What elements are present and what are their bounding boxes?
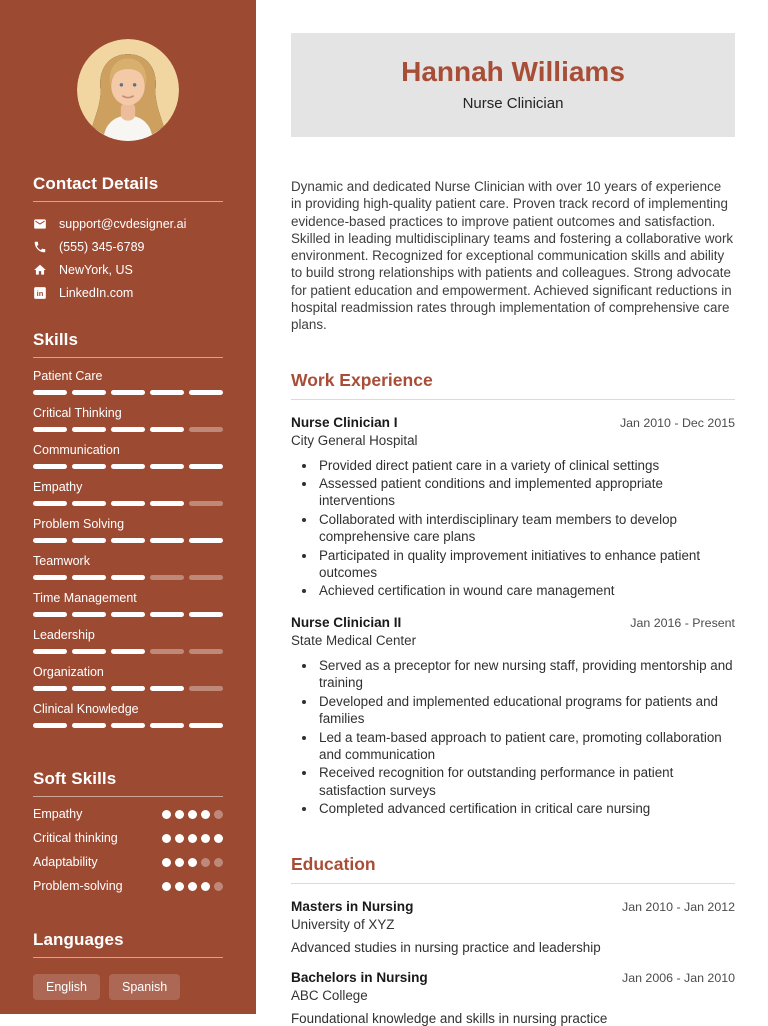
skill-label: Communication [33, 443, 120, 457]
soft-skill-dot [201, 810, 210, 819]
skill-bar-segment [111, 464, 145, 469]
education-description: Foundational knowledge and skills in nursing practice [291, 1010, 608, 1026]
languages-title: Languages [33, 930, 223, 958]
education-section [291, 854, 735, 1026]
skill-bar-segment [33, 575, 67, 580]
skill-bar-segment [33, 723, 67, 728]
skill-bar-segment [72, 649, 106, 654]
languages-section [33, 930, 223, 1000]
skill-item [33, 665, 223, 691]
soft-skill-dot [201, 882, 210, 891]
skill-item [33, 517, 223, 543]
skill-bar-segment [150, 501, 184, 506]
education-school: University of XYZ [291, 916, 395, 932]
skill-bar-segment [189, 390, 223, 395]
soft-skill-dot [175, 882, 184, 891]
skill-bar-segment [72, 575, 106, 580]
skill-bar-segment [72, 723, 106, 728]
job-entry [291, 415, 735, 600]
skill-level-bar [33, 390, 223, 395]
soft-skill-dot [175, 858, 184, 867]
job-bullet: • Participated in quality improvement initiatives to enhance patient outcomes [317, 547, 735, 582]
language-pill: Spanish [109, 974, 180, 1000]
jobs-list [291, 415, 735, 818]
job-bullet: • Assessed patient conditions and implemented appropriate interventions [317, 475, 735, 510]
skill-bar-segment [33, 464, 67, 469]
soft-skill-dots [162, 882, 223, 891]
skill-bar-segment [33, 501, 67, 506]
job-entry [291, 615, 735, 818]
soft-skills-section [33, 769, 223, 893]
skill-label: Problem Solving [33, 517, 125, 531]
skill-item [33, 702, 223, 728]
email-icon [33, 217, 47, 231]
skill-bar-segment [150, 686, 184, 691]
soft-skills-title: Soft Skills [33, 769, 223, 797]
summary-paragraph: Dynamic and dedicated Nurse Clinician with over 10 years of experience in providing high-quality patient care. Proven track record of implementing evidence-based practices to improve patient outcomes and satisfaction. Skilled in leading multidisciplinary teams and fostering a collaborative work environment. Recognized for exceptional communication skills and ability to build strong relationships with patients and colleagues. Strong advocate for patient education and empowerment. Achieved significant reductions in hospital readmission rates through implementation of comprehensive care plans. [291, 179, 734, 333]
skill-bar-segment [72, 538, 106, 543]
education-entry-head [291, 970, 735, 985]
skill-bar-segment [72, 686, 106, 691]
job-bullet: • Developed and implemented educational programs for patients and families [317, 693, 735, 728]
soft-skill-dots [162, 858, 223, 867]
job-bullet: • Completed advanced certification in critical care nursing [317, 800, 735, 817]
skill-bar-segment [150, 464, 184, 469]
skill-bar-segment [111, 501, 145, 506]
job-bullet: • Served as a preceptor for new nursing staff, providing mentorship and training [317, 657, 735, 692]
skill-bar-segment [33, 538, 67, 543]
person-job-title: Nurse Clinician [462, 95, 564, 112]
skill-bar-segment [33, 612, 67, 617]
skill-level-bar [33, 427, 223, 432]
linkedin-icon [33, 286, 47, 300]
skill-label: Clinical Knowledge [33, 702, 139, 716]
education-entry-head [291, 899, 735, 914]
skill-item [33, 480, 223, 506]
skill-bar-segment [189, 723, 223, 728]
contact-location-text: NewYork, US [59, 263, 133, 277]
soft-skill-dot [162, 858, 171, 867]
skill-bar-segment [72, 390, 106, 395]
skill-level-bar [33, 723, 223, 728]
soft-skill-dot [175, 834, 184, 843]
languages-list [33, 974, 223, 1000]
skill-level-bar [33, 464, 223, 469]
education-description: Advanced studies in nursing practice and leadership [291, 939, 601, 955]
skill-level-bar [33, 612, 223, 617]
skill-bar-segment [189, 427, 223, 432]
soft-skill-label: Problem-solving [33, 879, 123, 893]
education-list [291, 899, 735, 1026]
svg-text:in: in [36, 289, 44, 299]
skill-bar-segment [189, 538, 223, 543]
skill-label: Patient Care [33, 369, 103, 383]
skill-bar-segment [189, 501, 223, 506]
soft-skill-dot [188, 834, 197, 843]
contact-item-linkedin [33, 286, 223, 300]
soft-skill-item [33, 879, 223, 893]
job-role: Nurse Clinician II [291, 614, 402, 630]
skill-bar-segment [111, 723, 145, 728]
contact-list [33, 217, 223, 300]
skill-bar-segment [189, 612, 223, 617]
education-dates: Jan 2010 - Jan 2012 [622, 899, 735, 914]
skill-level-bar [33, 649, 223, 654]
soft-skill-dot [214, 882, 223, 891]
education-degree: Masters in Nursing [291, 898, 414, 914]
skills-list [33, 369, 223, 728]
skill-bar-segment [189, 575, 223, 580]
person-name: Hannah Williams [401, 56, 625, 87]
contact-item-phone [33, 240, 223, 254]
skill-level-bar [33, 575, 223, 580]
skill-bar-segment [33, 649, 67, 654]
contact-email-text: support@cvdesigner.ai [59, 217, 187, 231]
soft-skill-dots [162, 810, 223, 819]
contact-item-email [33, 217, 223, 231]
education-entry [291, 970, 735, 1026]
main-column [256, 0, 768, 1026]
skill-bar-segment [111, 612, 145, 617]
skill-bar-segment [189, 649, 223, 654]
job-dates: Jan 2016 - Present [630, 615, 735, 630]
phone-icon [33, 240, 47, 254]
skill-bar-segment [111, 427, 145, 432]
soft-skill-label: Empathy [33, 807, 83, 821]
job-bullet: • Achieved certification in wound care management [317, 582, 735, 599]
job-company: State Medical Center [291, 632, 417, 648]
work-experience-section [291, 370, 735, 818]
soft-skill-dot [188, 882, 197, 891]
skill-label: Leadership [33, 628, 95, 642]
skill-item [33, 443, 223, 469]
skill-bar-segment [150, 538, 184, 543]
job-role: Nurse Clinician I [291, 414, 398, 430]
job-dates: Jan 2010 - Dec 2015 [619, 415, 735, 430]
skill-bar-segment [33, 686, 67, 691]
job-bullets [291, 457, 735, 600]
soft-skill-dot [201, 834, 210, 843]
job-bullets [291, 657, 735, 818]
skill-bar-segment [72, 464, 106, 469]
skill-bar-segment [111, 649, 145, 654]
skill-item [33, 628, 223, 654]
skill-item [33, 369, 223, 395]
soft-skill-dot [188, 858, 197, 867]
soft-skill-label: Adaptability [33, 855, 98, 869]
header-card [291, 33, 735, 137]
job-company: City General Hospital [291, 432, 418, 448]
skill-item [33, 554, 223, 580]
soft-skills-list [33, 807, 223, 893]
soft-skill-label: Critical thinking [33, 831, 118, 845]
job-entry-head [291, 415, 735, 430]
contact-item-location [33, 263, 223, 277]
soft-skill-dots [162, 834, 223, 843]
soft-skill-item [33, 831, 223, 845]
soft-skill-dot [214, 834, 223, 843]
skills-section [33, 330, 223, 728]
education-degree: Bachelors in Nursing [291, 969, 428, 985]
contact-phone-text: (555) 345-6789 [59, 240, 145, 254]
work-experience-title: Work Experience [291, 370, 735, 400]
job-bullet: • Provided direct patient care in a variety of clinical settings [317, 457, 735, 474]
skill-level-bar [33, 501, 223, 506]
skill-bar-segment [111, 390, 145, 395]
skill-bar-segment [150, 575, 184, 580]
skills-title: Skills [33, 330, 223, 358]
soft-skill-dot [162, 810, 171, 819]
skill-bar-segment [150, 427, 184, 432]
skill-bar-segment [33, 427, 67, 432]
skill-bar-segment [189, 686, 223, 691]
education-entry [291, 899, 735, 955]
job-bullet: • Collaborated with interdisciplinary team members to develop comprehensive care plans [317, 511, 735, 546]
avatar [77, 39, 179, 141]
skill-bar-segment [150, 390, 184, 395]
soft-skill-item [33, 807, 223, 821]
soft-skill-dot [175, 810, 184, 819]
soft-skill-item [33, 855, 223, 869]
skill-bar-segment [150, 649, 184, 654]
skill-bar-segment [33, 390, 67, 395]
language-pill: English [33, 974, 100, 1000]
job-entry-head [291, 615, 735, 630]
skill-bar-segment [111, 686, 145, 691]
skill-bar-segment [111, 538, 145, 543]
sidebar [0, 0, 256, 1014]
skill-label: Time Management [33, 591, 137, 605]
skill-bar-segment [150, 723, 184, 728]
skill-label: Teamwork [33, 554, 90, 568]
education-title: Education [291, 854, 735, 884]
contact-title: Contact Details [33, 174, 223, 202]
skill-bar-segment [72, 612, 106, 617]
job-bullet: • Received recognition for outstanding performance in patient satisfaction surveys [317, 764, 735, 799]
skill-bar-segment [111, 575, 145, 580]
skill-bar-segment [150, 612, 184, 617]
skill-level-bar [33, 686, 223, 691]
skill-label: Empathy [33, 480, 83, 494]
soft-skill-dot [162, 882, 171, 891]
skill-label: Organization [33, 665, 104, 679]
profile-photo [77, 39, 179, 141]
soft-skill-dot [201, 858, 210, 867]
skill-bar-segment [72, 501, 106, 506]
skill-bar-segment [72, 427, 106, 432]
skill-bar-segment [189, 464, 223, 469]
skill-item [33, 406, 223, 432]
contact-section [33, 174, 223, 300]
soft-skill-dot [214, 810, 223, 819]
skill-level-bar [33, 538, 223, 543]
soft-skill-dot [214, 858, 223, 867]
home-icon [33, 263, 47, 277]
contact-linkedin-text: LinkedIn.com [59, 286, 134, 300]
skill-label: Critical Thinking [33, 406, 122, 420]
soft-skill-dot [188, 810, 197, 819]
education-dates: Jan 2006 - Jan 2010 [622, 970, 735, 985]
soft-skill-dot [162, 834, 171, 843]
education-school: ABC College [291, 987, 368, 1003]
job-bullet: • Led a team-based approach to patient care, promoting collaboration and communication [317, 729, 735, 764]
skill-item [33, 591, 223, 617]
